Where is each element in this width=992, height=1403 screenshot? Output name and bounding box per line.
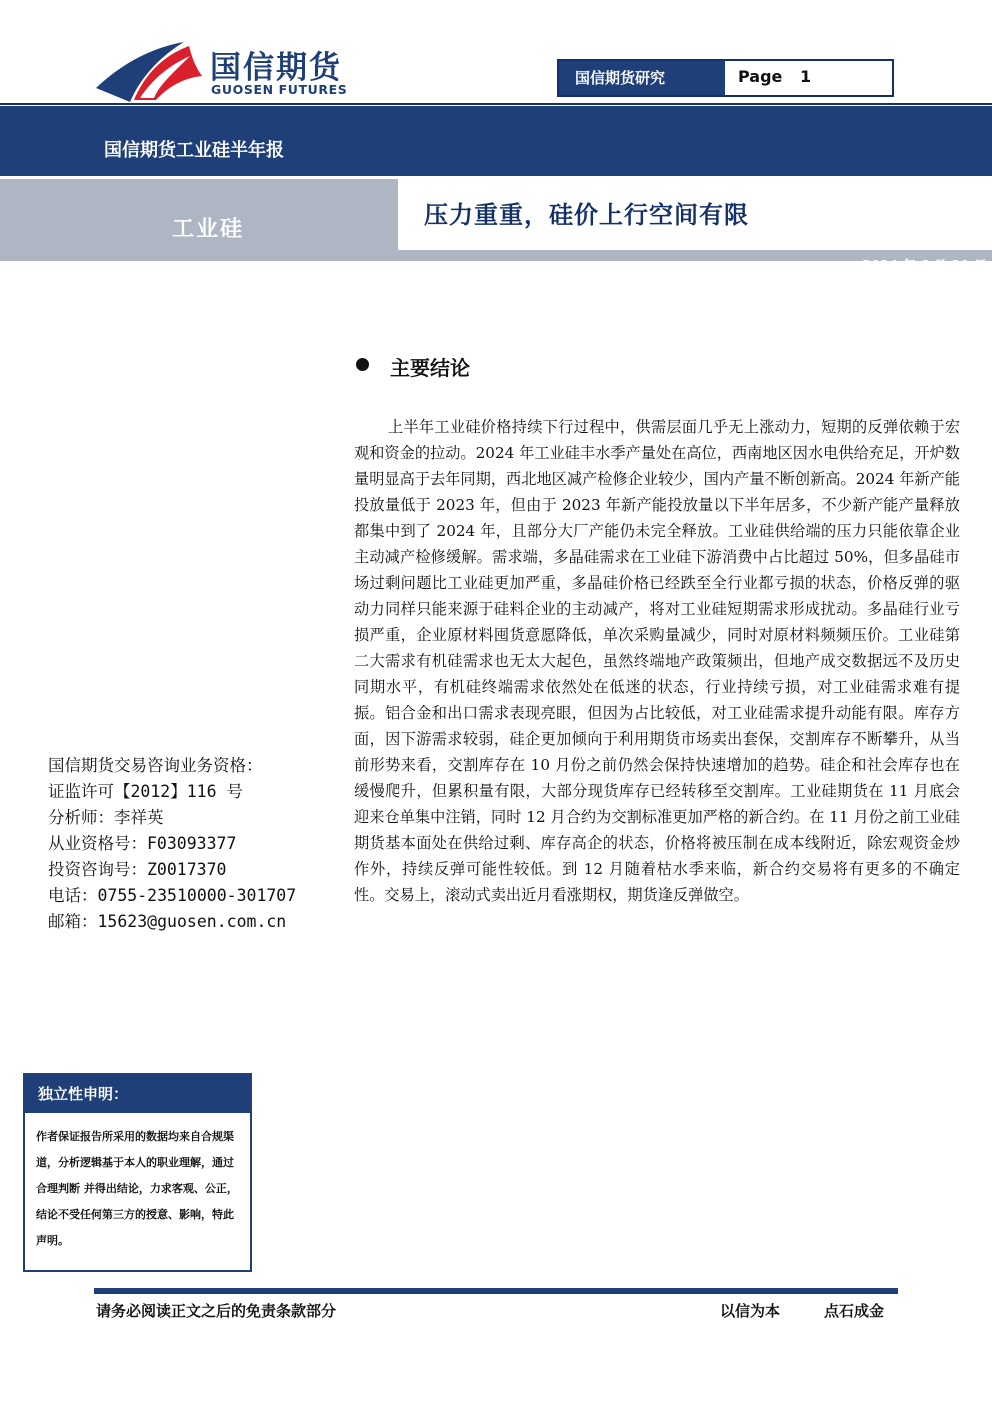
footer-rule <box>94 1288 898 1294</box>
guosen-logo-icon <box>94 38 204 102</box>
declaration-text: 作者保证报告所采用的数据均来自合规渠道，分析逻辑基于本人的职业理解，通过合理判断 并得出结论，力求客观、公正，结论不受任何第三方的授意、影响，特此声明。 <box>36 1130 238 1247</box>
footer-disclaimer-notice: 请务必阅读正文之后的免责条款部分 <box>96 1302 337 1320</box>
email-address: 邮箱：15623@guosen.com.cn <box>48 912 287 931</box>
footer-slogan-2: 点石成金 <box>824 1302 885 1320</box>
report-title: 压力重重，硅价上行空间有限 <box>424 201 749 229</box>
section-title: 主要结论 <box>390 356 470 380</box>
analyst-contact-block <box>48 753 348 935</box>
analyst-name: 分析师：李祥英 <box>48 808 164 827</box>
logo-english-name: GUOSEN FUTURES <box>211 82 348 97</box>
report-date: 2024 年 6 月 30 日 <box>862 259 987 274</box>
page-number: 1 <box>800 67 812 86</box>
page-label: Page <box>738 67 783 86</box>
phone-number: 电话：0755-23510000-301707 <box>48 886 297 905</box>
footer-slogan-1: 以信为本 <box>720 1302 781 1320</box>
bullet-icon <box>356 358 369 371</box>
consulting-cert-number: 投资咨询号：Z0017370 <box>48 860 227 879</box>
practice-cert-number: 从业资格号：F03093377 <box>48 834 237 853</box>
sector-label: 工业硅 <box>172 217 245 242</box>
license-number: 证监许可【2012】116 号 <box>48 782 243 801</box>
declaration-title: 独立性申明： <box>38 1085 129 1103</box>
qualification-label: 国信期货交易咨询业务资格： <box>48 756 263 775</box>
conclusion-paragraph: 上半年工业硅价格持续下行过程中，供需层面几乎无上涨动力，短期的反弹依赖于宏观和资金的拉动。2024 年工业硅丰水季产量处在高位，西南地区因水电供给充足，开炉数量明显高于去年同期，西北地区减产检修企业较少，国内产量不断创新高。2024 年新产能投放量低于 2023 年，但由于 2023 年新产能投放量以下半年居多，不少新产能产量释放都集中到了 2024 年，且部分大厂产能仍未完全释放。工业硅供给端的压力只能依靠企业主动减产检修缓解。需求端，多晶硅需求在工业硅下游消费中占比超过 50%，但多晶硅市场过剩问题比工业硅更加严重，多晶硅价格已经跌至全行业都亏损的状态，价格反弹的驱动力同样只能来源于硅料企业的主动减产，将对工业硅短期需求形成扰动。多晶硅行业亏损严重，企业原材料囤货意愿降低，单次采购量减少，同时对原材料频频压价。工业硅第二大需求有机硅需求也无太大起色，虽然终端地产政策频出，但地产成交数据远不及历史同期水平，有机硅终端需求依然处在低迷的状态，行业持续亏损，对工业硅需求难有提振。铝合金和出口需求表现亮眼，但因为占比较低，对工业硅需求提升动能有限。库存方面，因下游需求较弱，硅企更加倾向于利用期货市场卖出套保，交割库存不断攀升，从当前形势来看，交割库存在 10 月份之前仍然会保持快速增加的趋势。硅企和社会库存也在缓慢爬升，但累积量有限，大部分现货库存已经转移至交割库。工业硅期货在 11 月底会迎来仓单集中注销，同时 12 月合约为交割标准更加严格的新合约。在 11 月份之前工业硅期货基本面处在供给过剩、库存高企的状态，价格将被压制在成本线附近，除宏观资金炒作外，持续反弹可能性较低。到 12 月随着枯水季来临，新合约交易将有更多的不确定性。交易上，滚动式卖出近月看涨期权，期货逢反弹做空。 <box>354 418 960 904</box>
logo-chinese-name: 国信期货 <box>210 50 342 86</box>
date-strip <box>0 250 992 261</box>
research-label: 国信期货研究 <box>559 61 725 95</box>
report-type: 国信期货工业硅半年报 <box>104 140 284 161</box>
banner-top-rule <box>0 103 992 105</box>
